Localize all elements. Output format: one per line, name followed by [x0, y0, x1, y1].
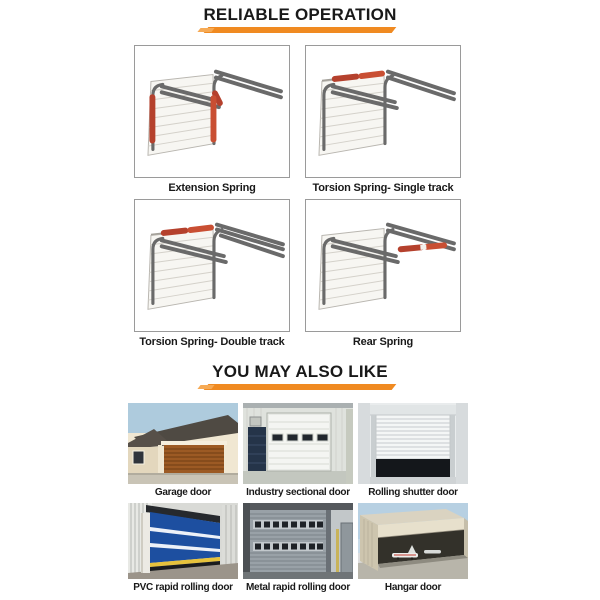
product-label: Garage door: [154, 487, 212, 498]
rear-spring-diagram: [305, 199, 461, 332]
product-card-garage-door[interactable]: [128, 403, 238, 503]
product-card-metal-rapid-rolling-door[interactable]: [243, 503, 353, 598]
section-title: RELIABLE OPERATION: [203, 5, 397, 24]
product-card-hangar-door[interactable]: [358, 503, 468, 598]
diagram-cell-torsion-double: [134, 199, 290, 353]
industry-sectional-door-photo[interactable]: [243, 403, 353, 484]
product-label: Industry sectional door: [246, 487, 350, 498]
diagram-cell-rear-spring: [305, 199, 461, 353]
rolling-shutter-door-photo[interactable]: [358, 403, 468, 484]
metal-rapid-rolling-door-photo[interactable]: [243, 503, 353, 579]
product-card-rolling-shutter-door[interactable]: [358, 403, 468, 503]
extension-spring-diagram: [134, 45, 290, 178]
reliable-operation-header: [0, 5, 600, 33]
torsion-single-diagram: [305, 45, 461, 178]
product-label: PVC rapid rolling door: [133, 582, 233, 593]
product-label: Rolling shutter door: [368, 487, 458, 498]
diagram-label: Extension Spring: [168, 182, 256, 194]
pvc-rapid-rolling-door-photo[interactable]: [128, 503, 238, 579]
diagram-label: Rear Spring: [352, 336, 414, 348]
related-products-grid: [128, 403, 468, 598]
garage-door-photo[interactable]: [128, 403, 238, 484]
diagram-cell-extension-spring: [134, 45, 290, 199]
orange-underline: [204, 27, 397, 33]
orange-underline: [204, 384, 397, 390]
diagram-label: Torsion Spring- Single track: [312, 182, 454, 194]
diagram-cell-torsion-single: [305, 45, 461, 199]
product-label: Hangar door: [384, 582, 442, 593]
section-title: YOU MAY ALSO LIKE: [212, 362, 388, 381]
hangar-door-photo[interactable]: [358, 503, 468, 579]
product-label: Metal rapid rolling door: [246, 582, 350, 593]
torsion-double-diagram: [134, 199, 290, 332]
product-card-pvc-rapid-rolling-door[interactable]: [128, 503, 238, 598]
diagram-label: Torsion Spring- Double track: [139, 336, 285, 348]
you-may-also-like-header: [0, 362, 600, 390]
product-card-industry-sectional-door[interactable]: [243, 403, 353, 503]
spring-diagram-grid: [134, 45, 461, 353]
